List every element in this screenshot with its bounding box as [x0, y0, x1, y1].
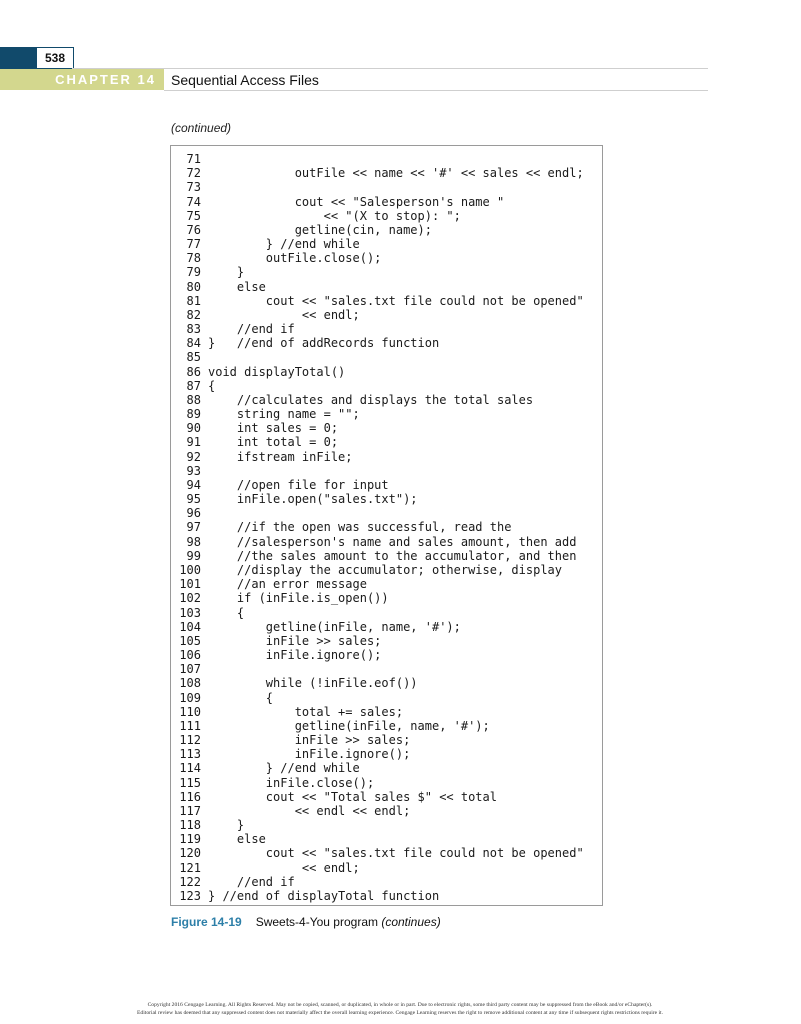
code-line [175, 322, 584, 336]
code-line [175, 450, 584, 464]
line-number: 120 [179, 846, 201, 861]
code-line [175, 506, 584, 520]
line-number: 106 [179, 648, 201, 663]
code-line [175, 407, 584, 421]
line-number: 104 [179, 619, 201, 634]
code-line [175, 719, 584, 733]
line-number: 116 [179, 789, 201, 804]
code-line [175, 776, 584, 790]
chapter-label: CHAPTER 14 [55, 72, 156, 87]
line-number: 105 [179, 633, 201, 648]
line-number: 93 [186, 463, 201, 478]
line-number: 85 [186, 350, 201, 365]
line-number: 94 [186, 477, 201, 492]
code-text: inFile.close(); [208, 775, 375, 790]
code-text: //if the open was successful, read the [208, 520, 512, 535]
top-rule [72, 68, 708, 69]
code-text: getline(inFile, name, '#'); [208, 718, 490, 733]
code-text: //calculates and displays the total sales [208, 392, 534, 407]
code-line [175, 875, 584, 889]
code-line [175, 520, 584, 534]
code-line [175, 761, 584, 775]
chapter-title: Sequential Access Files [171, 72, 319, 88]
code-text: //salesperson's name and sales amount, then add [208, 534, 577, 549]
line-number: 112 [179, 733, 201, 748]
line-number: 96 [186, 506, 201, 521]
line-number: 86 [186, 364, 201, 379]
line-number: 88 [186, 392, 201, 407]
code-text: } //end of addRecords function [208, 336, 440, 351]
code-text: //open file for input [208, 477, 389, 492]
line-number: 101 [179, 577, 201, 592]
code-line [175, 421, 584, 435]
code-text: string name = ""; [208, 407, 360, 422]
code-line [175, 209, 584, 223]
line-number: 114 [179, 761, 201, 776]
code-text: outFile.close(); [208, 251, 382, 266]
code-line [175, 535, 584, 549]
page-number-bar [0, 47, 36, 69]
code-line [175, 676, 584, 690]
code-line [175, 889, 584, 903]
code-line [175, 166, 584, 180]
code-line [175, 152, 584, 166]
line-number: 121 [179, 860, 201, 875]
code-line [175, 379, 584, 393]
line-number: 100 [179, 562, 201, 577]
line-number: 73 [186, 180, 201, 195]
code-text: cout << "Salesperson's name " [208, 194, 505, 209]
code-text: int sales = 0; [208, 421, 339, 436]
code-text: cout << "sales.txt file could not be opened" [208, 293, 584, 308]
code-line [175, 308, 584, 322]
code-text: { [208, 605, 245, 620]
code-text: getline(cin, name); [208, 222, 432, 237]
code-line [175, 662, 584, 676]
line-number: 108 [179, 676, 201, 691]
line-number: 115 [179, 775, 201, 790]
code-line [175, 846, 584, 860]
code-line [175, 747, 584, 761]
copyright-line-2: Editorial review has deemed that any suppressed content does not materially affect the overall learning experience. Cengage Learning reserves the right to remove additional content at any time if subsequent rights restrictions require it. [137, 1010, 663, 1016]
line-number: 109 [179, 690, 201, 705]
line-number: 84 [186, 336, 201, 351]
code-line [175, 577, 584, 591]
line-number: 74 [186, 194, 201, 209]
code-line [175, 790, 584, 804]
line-number: 72 [186, 166, 201, 181]
line-number: 123 [179, 888, 201, 903]
continued-label: (continued) [171, 121, 232, 135]
code-line [175, 195, 584, 209]
copyright-line-1: Copyright 2016 Cengage Learning. All Rights Reserved. May not be copied, scanned, or duplicated, in whole or in part. Due to electronic rights, some third party content may be suppressed from the eBook and/or eChapter(s). [147, 1002, 653, 1008]
line-number: 91 [186, 435, 201, 450]
code-line [175, 634, 584, 648]
code-text: while (!inFile.eof()) [208, 676, 418, 691]
code-text: //an error message [208, 577, 367, 592]
code-line [175, 804, 584, 818]
code-line [175, 336, 584, 350]
code-text: inFile.ignore(); [208, 648, 382, 663]
code-line [175, 861, 584, 875]
line-number: 78 [186, 251, 201, 266]
code-line [175, 180, 584, 194]
line-number: 107 [179, 662, 201, 677]
code-line [175, 563, 584, 577]
code-text: //end if [208, 874, 295, 889]
code-line [175, 237, 584, 251]
code-line [175, 705, 584, 719]
code-line [175, 435, 584, 449]
code-text: inFile >> sales; [208, 633, 382, 648]
code-lines [175, 152, 584, 903]
line-number: 79 [186, 265, 201, 280]
line-number: 83 [186, 322, 201, 337]
line-number: 80 [186, 279, 201, 294]
code-text: inFile >> sales; [208, 733, 411, 748]
header-rule [164, 90, 708, 91]
chapter-band [0, 69, 164, 90]
code-text: } [208, 818, 245, 833]
line-number: 76 [186, 222, 201, 237]
line-number: 71 [186, 152, 201, 166]
code-text: else [208, 279, 266, 294]
line-number: 75 [186, 208, 201, 223]
line-number: 119 [179, 832, 201, 847]
line-number: 102 [179, 591, 201, 606]
line-number: 110 [179, 704, 201, 719]
code-line [175, 223, 584, 237]
code-text: cout << "Total sales $" << total [208, 789, 497, 804]
code-line [175, 464, 584, 478]
line-number: 113 [179, 747, 201, 762]
code-text: inFile.open("sales.txt"); [208, 492, 418, 507]
code-text: //end if [208, 322, 295, 337]
copyright-footer [60, 1001, 740, 1017]
code-line [175, 350, 584, 364]
code-text: << endl << endl; [208, 803, 411, 818]
code-line [175, 591, 584, 605]
code-listing [170, 145, 603, 906]
code-line [175, 606, 584, 620]
code-text: total += sales; [208, 704, 404, 719]
line-number: 111 [179, 718, 201, 733]
line-number: 103 [179, 605, 201, 620]
code-text: //the sales amount to the accumulator, and then [208, 548, 577, 563]
line-number: 89 [186, 407, 201, 422]
code-text: void displayTotal() [208, 364, 346, 379]
code-text: getline(inFile, name, '#'); [208, 619, 461, 634]
code-line [175, 691, 584, 705]
code-line [175, 832, 584, 846]
line-number: 82 [186, 307, 201, 322]
figure-caption [171, 915, 441, 929]
code-line [175, 365, 584, 379]
code-line [175, 549, 584, 563]
line-number: 92 [186, 449, 201, 464]
code-line [175, 478, 584, 492]
code-text: { [208, 378, 216, 393]
code-text: if (inFile.is_open()) [208, 591, 389, 606]
line-number: 98 [186, 534, 201, 549]
code-line [175, 294, 584, 308]
code-line [175, 280, 584, 294]
code-text: inFile.ignore(); [208, 747, 411, 762]
code-text: else [208, 832, 266, 847]
code-text: outFile << name << '#' << sales << endl; [208, 166, 584, 181]
code-text: } //end of displayTotal function [208, 888, 440, 903]
code-text: cout << "sales.txt file could not be opened" [208, 846, 584, 861]
code-line [175, 620, 584, 634]
line-number: 122 [179, 874, 201, 889]
figure-label: Figure 14-19 [171, 915, 242, 929]
figure-continues: (continues) [381, 915, 441, 929]
line-number: 97 [186, 520, 201, 535]
code-text: } [208, 265, 245, 280]
code-line [175, 733, 584, 747]
code-text: int total = 0; [208, 435, 339, 450]
code-text: ifstream inFile; [208, 449, 353, 464]
line-number: 99 [186, 548, 201, 563]
page-number: 538 [36, 47, 74, 69]
line-number: 95 [186, 492, 201, 507]
code-line [175, 393, 584, 407]
line-number: 118 [179, 818, 201, 833]
code-text: { [208, 690, 274, 705]
code-line [175, 265, 584, 279]
code-text: } //end while [208, 237, 360, 252]
code-text: << "(X to stop): "; [208, 208, 461, 223]
code-line [175, 492, 584, 506]
code-text: } //end while [208, 761, 360, 776]
code-line [175, 648, 584, 662]
line-number: 90 [186, 421, 201, 436]
figure-text: Sweets-4-You program [255, 915, 382, 929]
code-text: << endl; [208, 307, 360, 322]
line-number: 87 [186, 378, 201, 393]
code-line [175, 818, 584, 832]
line-number: 117 [179, 803, 201, 818]
line-number: 81 [186, 293, 201, 308]
code-text: //display the accumulator; otherwise, display [208, 562, 563, 577]
line-number: 77 [186, 237, 201, 252]
code-text: << endl; [208, 860, 360, 875]
code-line [175, 251, 584, 265]
